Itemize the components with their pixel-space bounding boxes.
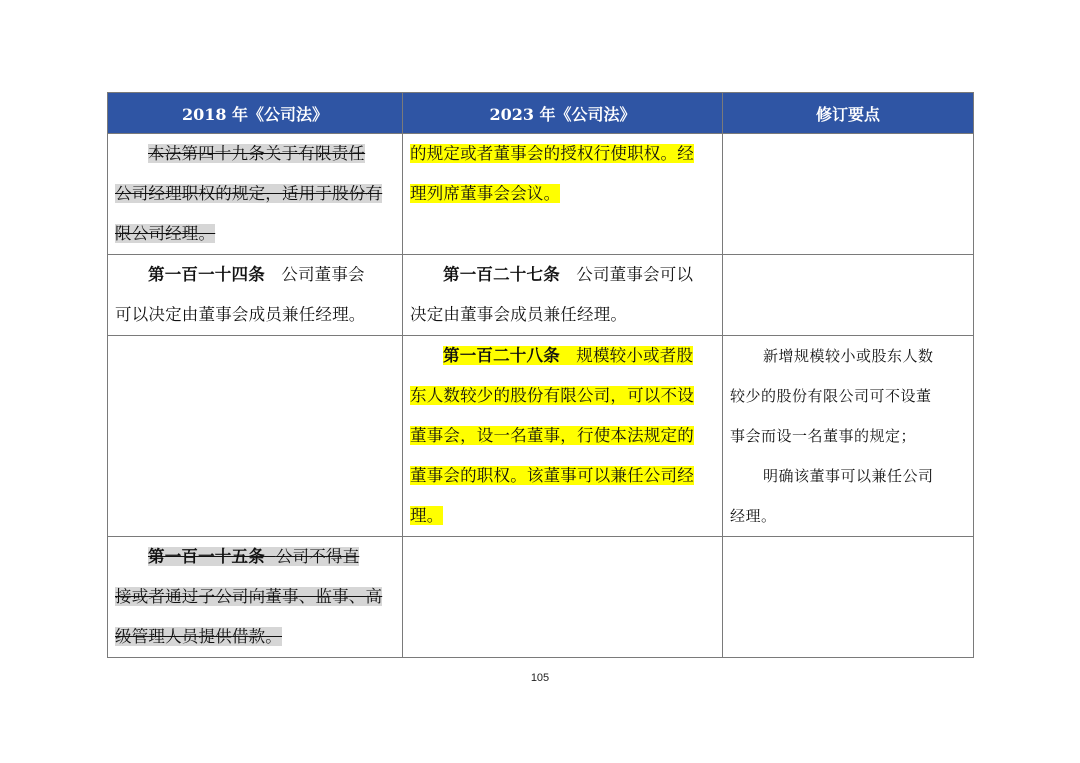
new-law-cell [403, 537, 723, 658]
article-number: 第一百一十五条 [148, 547, 265, 566]
highlighted-text: 理列席董事会会议。 [410, 184, 561, 203]
header-2018: 2018 年《公司法》 [108, 93, 403, 134]
note-text: 事会而设一名董事的规定； [730, 427, 917, 445]
article-number: 第一百二十七条 [443, 265, 560, 284]
page-number: 105 [530, 672, 550, 684]
table-row [108, 537, 974, 658]
highlighted-text: 董事会，设一名董事，行使本法规定的 [410, 426, 694, 445]
deleted-text: 限公司经理。 [115, 224, 216, 243]
note-text: 新增规模较小或股东人数 [763, 347, 934, 365]
highlighted-text: 的规定或者董事会的授权行使职权。经 [410, 144, 694, 163]
table-row [108, 134, 974, 255]
revision-note-cell [723, 134, 974, 255]
highlighted-text: 东人数较少的股份有限公司，可以不设 [410, 386, 694, 405]
law-text: 公司董事会 [281, 265, 365, 284]
header-row [108, 93, 974, 134]
old-law-cell [108, 336, 403, 537]
highlighted-text: 理。 [410, 506, 444, 525]
note-text: 较少的股份有限公司可不设董 [730, 387, 932, 405]
deleted-text: 接或者通过子公司向董事、监事、高 [115, 587, 383, 606]
new-law-cell [403, 134, 723, 255]
old-law-cell [108, 537, 403, 658]
law-text: 公司董事会可以 [576, 265, 694, 284]
note-text: 经理。 [730, 507, 777, 525]
old-law-cell [108, 134, 403, 255]
deleted-text: 级管理人员提供借款。 [115, 627, 282, 646]
header-2023: 2023 年《公司法》 [403, 93, 723, 134]
deleted-text: 本法第四十九条关于有限责任 [148, 144, 366, 163]
law-text: 决定由董事会成员兼任经理。 [410, 305, 628, 324]
table-row [108, 255, 974, 336]
revision-note-cell [723, 255, 974, 336]
law-text: 可以决定由董事会成员兼任经理。 [115, 305, 366, 324]
article-number: 第一百一十四条 [148, 265, 265, 284]
new-law-cell [403, 336, 723, 537]
header-revision-points: 修订要点 [723, 93, 974, 134]
revision-note-cell [723, 537, 974, 658]
old-law-cell [108, 255, 403, 336]
comparison-table [107, 92, 974, 658]
article-number: 第一百二十八条 [443, 346, 560, 365]
highlighted-text: 董事会的职权。该董事可以兼任公司经 [410, 466, 694, 485]
new-law-cell [403, 255, 723, 336]
note-text: 明确该董事可以兼任公司 [763, 467, 934, 485]
deleted-text: 公司不得直 [275, 547, 360, 566]
deleted-text: 公司经理职权的规定，适用于股份有 [115, 184, 383, 203]
table-row [108, 336, 974, 537]
highlighted-text: 规模较小或者股 [576, 346, 694, 365]
revision-note-cell [723, 336, 974, 537]
